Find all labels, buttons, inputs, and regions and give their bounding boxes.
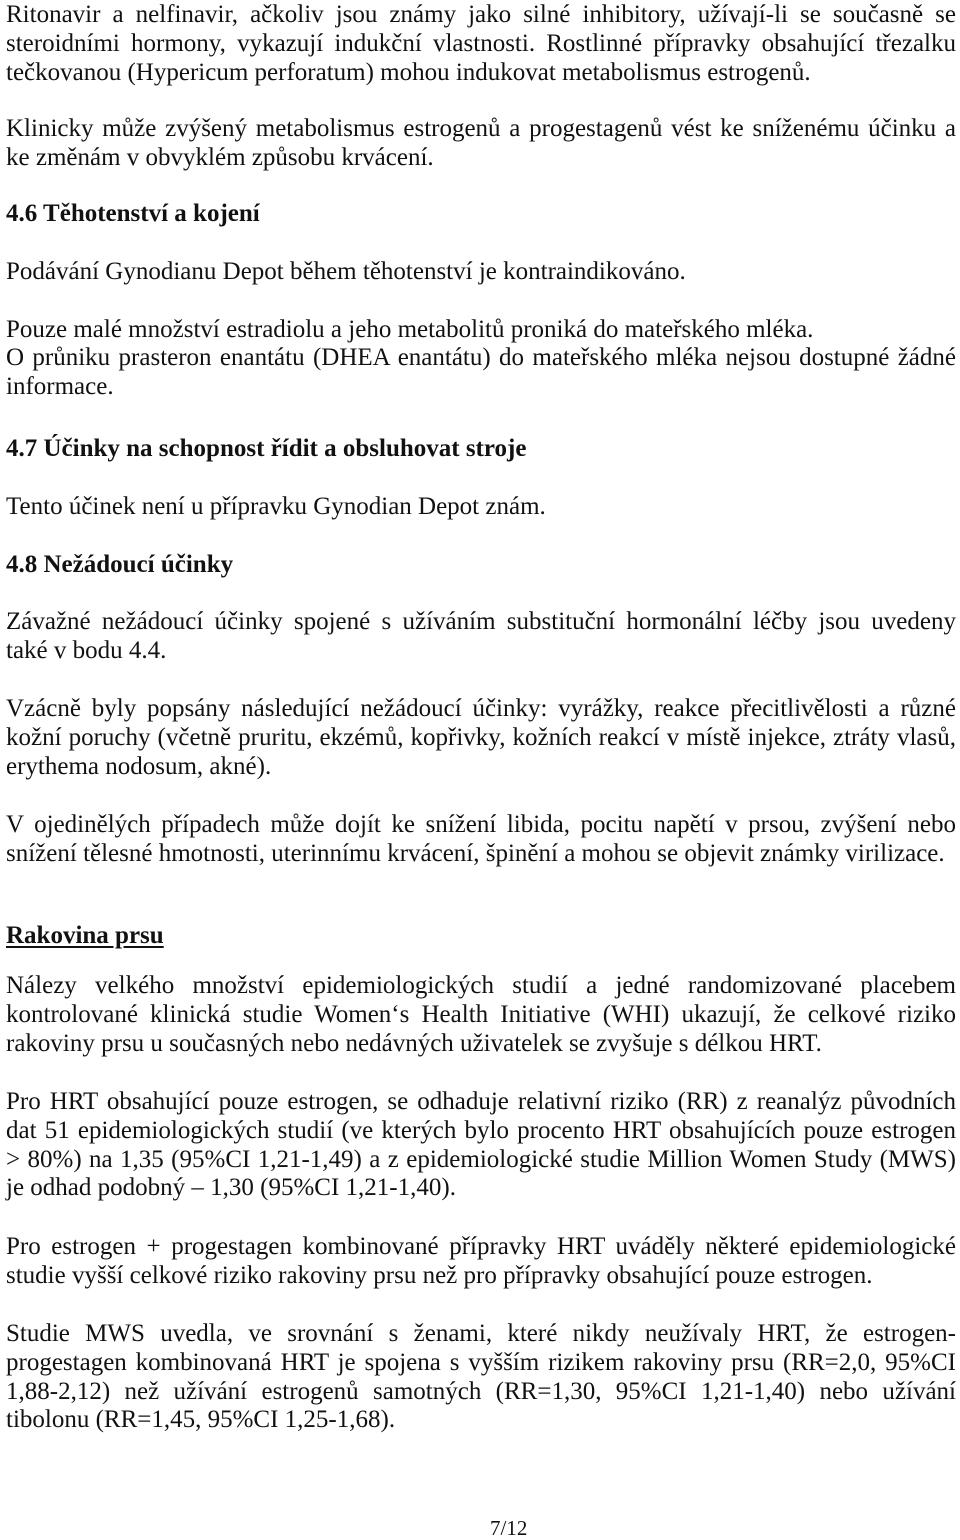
section-heading: 4.7 Účinky na schopnost řídit a obsluhovat stroje	[6, 435, 527, 462]
text-line: Pro HRT obsahující pouze estrogen, se odhaduje relativní riziko (RR) z reanalýz původních	[6, 1088, 956, 1115]
text-line: dat 51 epidemiologických studií (ve kterých bylo procento HRT obsahujících pouze estrogen	[6, 1116, 956, 1144]
text-line: erythema nodosum, akné).	[6, 752, 272, 780]
text-line: progestagen kombinovaná HRT je spojena s vyšším rizikem rakoviny prsu (RR=2,0, 95%CI	[6, 1348, 956, 1376]
text-line: informace.	[6, 372, 114, 400]
text-line: Nálezy velkého množství epidemiologických studií a jedné randomizované placebem	[6, 972, 956, 999]
text-line: V ojedinělých případech může dojít ke snížení libida, pocitu napětí v prsou, zvýšení nebo	[6, 811, 956, 838]
text-line: Podávání Gynodianu Depot během těhotenství je kontraindikováno.	[6, 258, 686, 285]
section-heading: 4.8 Nežádoucí účinky	[6, 551, 234, 578]
serious-effects-paragraph	[6, 608, 956, 666]
clinical-effect-paragraph	[6, 115, 956, 173]
dhea-paragraph	[6, 344, 956, 402]
text-line: Tento účinek není u přípravku Gynodian Depot znám.	[6, 493, 546, 520]
combined-hrt-paragraph	[6, 1233, 956, 1291]
studies-paragraph	[6, 972, 956, 1058]
estrogen-only-paragraph	[6, 1088, 956, 1203]
lactation-paragraph	[6, 316, 956, 345]
text-line: 1,88-2,12) než užívání estrogenů samotných (RR=1,30, 95%CI 1,21-1,40) nebo užívání	[6, 1377, 956, 1405]
interactions-paragraph	[6, 1, 956, 87]
text-line: studie vyšší celkové riziko rakoviny prsu než pro přípravky obsahující pouze estrogen.	[6, 1261, 873, 1289]
text-line: Ritonavir a nelfinavir, ačkoliv jsou známy jako silné inhibitory, užívají-li se současně se	[6, 1, 956, 28]
text-line: tečkovanou (Hypericum perforatum) mohou indukovat metabolismus estrogenů.	[6, 58, 811, 86]
pregnancy-paragraph	[6, 258, 956, 287]
text-line: kontrolované klinická studie Women‘s Health Initiative (WHI) ukazují, že celkové riziko	[6, 1000, 956, 1028]
text-line: Závažné nežádoucí účinky spojené s užíváním substituční hormonální léčby jsou uvedeny	[6, 608, 956, 635]
isolated-effects-paragraph	[6, 811, 956, 869]
text-line: rakoviny prsu u současných nebo nedávných uživatelek se zvyšuje s délkou HRT.	[6, 1029, 822, 1057]
text-line: tibolonu (RR=1,45, 95%CI 1,25-1,68).	[6, 1406, 396, 1434]
text-line: Vzácně byly popsány následující nežádoucí účinky: vyrážky, reakce přecitlivělosti a různé	[6, 695, 956, 722]
mws-study-paragraph	[6, 1320, 956, 1435]
section-4-6-heading	[6, 200, 956, 229]
text-line: ke změnám v obvyklém způsobu krvácení.	[6, 143, 434, 171]
text-line: kožní poruchy (včetně pruritu, ekzémů, kopřivky, kožních reakcí v místě injekce, ztráty vlasů,	[6, 723, 956, 751]
text-line: O průniku prasteron enantátu (DHEA enantátu) do mateřského mléka nejsou dostupné žádné	[6, 344, 956, 371]
text-line: také v bodu 4.4.	[6, 636, 167, 664]
section-heading: Rakovina prsu	[6, 922, 164, 949]
text-line: je odhad podobný – 1,30 (95%CI 1,21-1,40).	[6, 1174, 456, 1202]
text-line: Pro estrogen + progestagen kombinované přípravky HRT uváděly některé epidemiologické	[6, 1233, 956, 1260]
section-4-8-heading	[6, 551, 956, 580]
page-number: 7/12	[490, 1516, 528, 1540]
text-line: steroidními hormony, vykazují indukční vlastnosti. Rostlinné přípravky obsahující třezalku	[6, 29, 956, 57]
text-line: Klinicky může zvýšený metabolismus estrogenů a progestagenů vést ke sníženému účinku a	[6, 115, 956, 142]
text-line: Pouze malé množství estradiolu a jeho metabolitů proniká do mateřského mléka.	[6, 316, 814, 343]
section-4-7-heading	[6, 435, 956, 464]
text-line: snížení tělesné hmotnosti, uterinnímu krvácení, špinění a mohou se objevit známky virilizace.	[6, 839, 945, 867]
text-line: > 80%) na 1,35 (95%CI 1,21-1,49) a z epidemiologické studie Million Women Study (MWS)	[6, 1145, 956, 1173]
section-heading: 4.6 Těhotenství a kojení	[6, 200, 260, 227]
text-line: Studie MWS uvedla, ve srovnání s ženami, které nikdy neužívaly HRT, že estrogen-	[6, 1320, 956, 1347]
breast-cancer-heading	[6, 922, 956, 951]
rare-effects-paragraph	[6, 695, 956, 781]
driving-effect-paragraph	[6, 493, 956, 522]
